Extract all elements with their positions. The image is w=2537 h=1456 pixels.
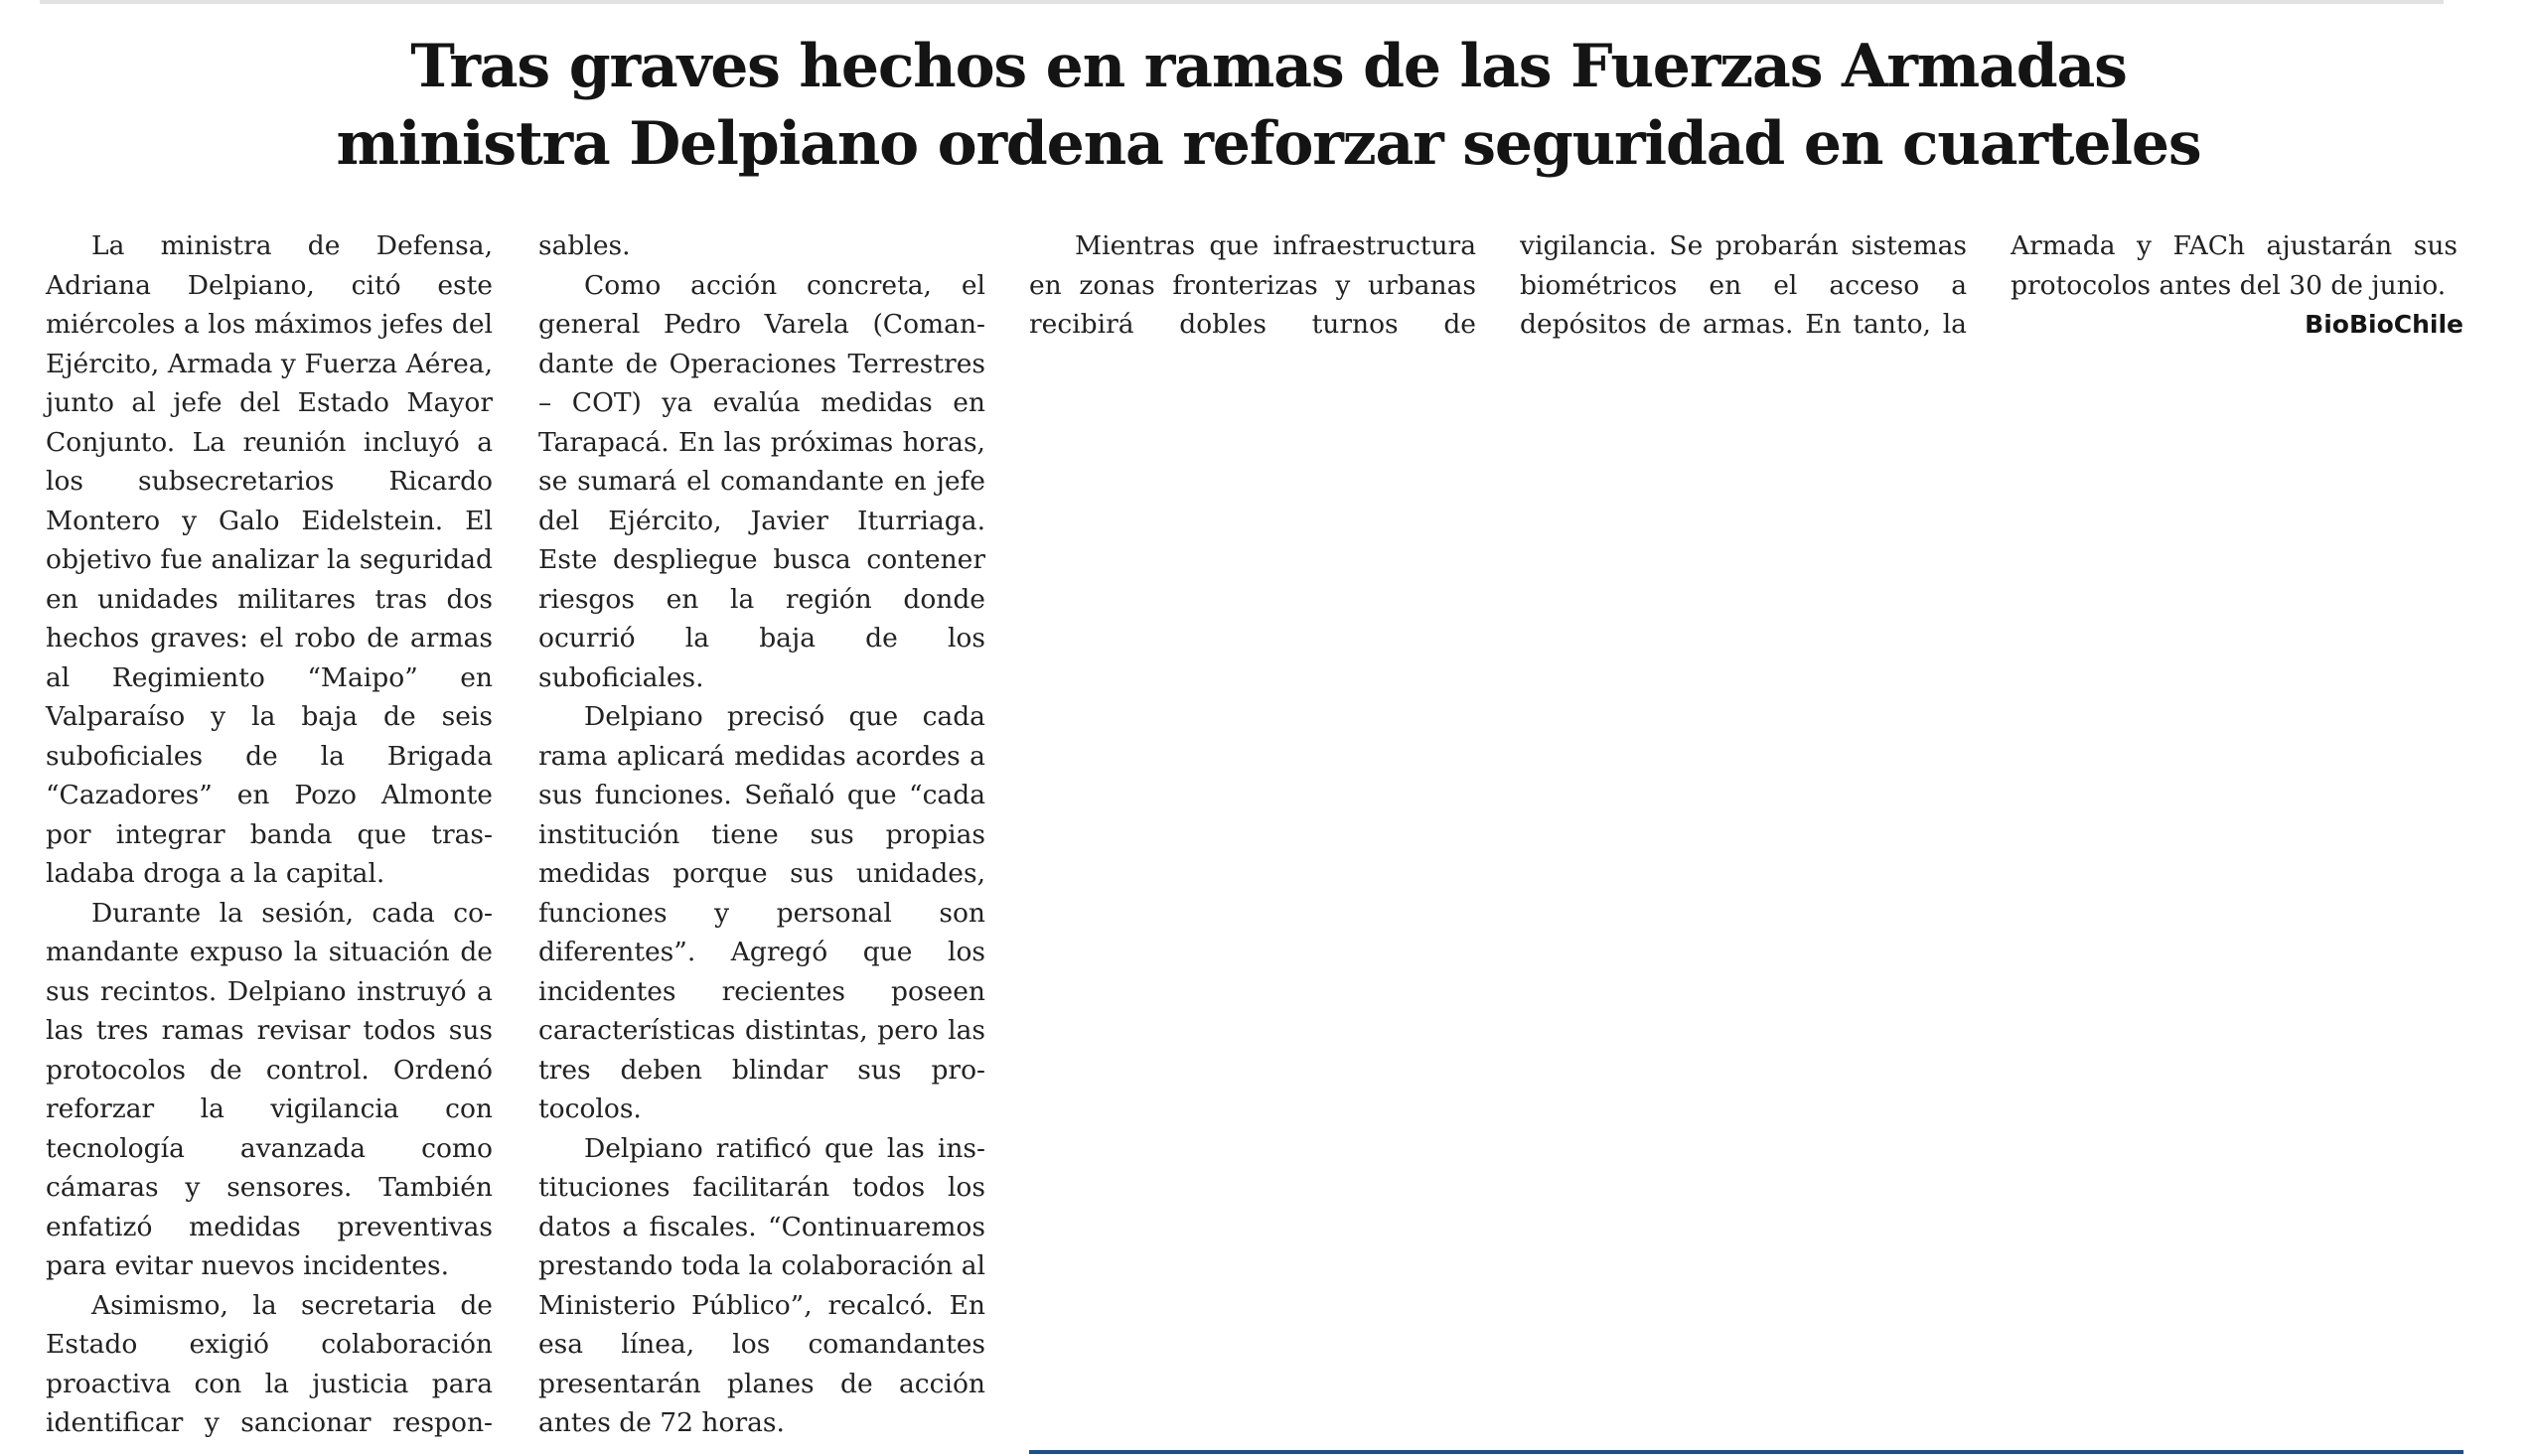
paragraph-1: La ministra de Defensa, Adriana Delpiano, citó este miércoles a los máximos jefes del Ejército, Armada y Fuerza Aérea, junto al jefe del Estado Mayor Conjunto. La reunión incluyó a los subsecretarios Ricardo Montero y Galo Eidelstein. El objetivo fue analizar la seguridad en unidades militares tras dos hechos graves: el robo de armas al Regimiento “Maipo” en Valparaíso y la baja de seis suboficiales de la Brigada “Cazadores” en Pozo Almonte por integrar banda que trasladaba droga a la capital. (46, 230, 493, 889)
paragraph-3-continuation (538, 226, 985, 266)
paragraph-6: Delpiano ratificó que las instituciones facilitarán todos los datos a fiscales. “Continuaremos prestando toda la colaboración al Ministerio Público”, recalcó. En esa línea, los comandantes presentarán planes de acción antes de 72 horas. (538, 1132, 985, 1438)
bottom-divider (1029, 1450, 2463, 1454)
source-credit: BioBioChile (2305, 310, 2463, 339)
paragraph-3-tail: sables. (538, 230, 631, 261)
paragraph-3: Asimismo, la secretaria de Estado exigió colaboración proactiva con la justicia para identificar y sancionar respon (46, 1289, 493, 1438)
article-column-1 (46, 226, 493, 1442)
headline-line-2: ministra Delpiano ordena reforzar seguridad en cuarteles (336, 109, 2201, 179)
article-column-5 (2011, 226, 2463, 345)
paragraph-7-part-3-inner: Armada y FACh ajustarán sus protocolos antes del 30 de junio. (2011, 230, 2458, 301)
top-divider (40, 0, 2444, 4)
paragraph-7-part-2: vigilancia. Se probarán sistemas biométricos en el acceso a depósitos de armas. En tanto, la (1520, 230, 1967, 340)
paragraph-7: Mientras que infraestructura en zonas fronterizas y urbanas recibirá dobles turnos de (1029, 230, 1476, 340)
paragraph-7-part-3 (2011, 226, 2463, 305)
article-column-3 (1029, 226, 1476, 344)
article-column-2 (538, 226, 985, 1443)
paragraph-4: Como acción concreta, el general Pedro Varela (Comandante de Operaciones Terrestres – COT) ya evalúa medidas en Tarapacá. En las próximas horas, se sumará el comandante en jefe del Ejército, Javier Iturriaga. Este despliegue busca contener riesgos en la región donde ocurrió la baja de los suboficiales. (538, 269, 985, 693)
headline (0, 28, 2537, 183)
paragraph-2: Durante la sesión, cada comandante expuso la situación de sus recintos. Delpiano instruyó a las tres ramas revisar todos sus protocolos de control. Ordenó reforzar la vigilancia con tecnología avanzada como cámaras y sensores. También enfatizó medidas preventivas para evitar nuevos incidentes. (46, 897, 493, 1281)
paragraph-5: Delpiano precisó que cada rama aplicará medidas acordes a sus funciones. Señaló que “cada institución tiene sus propias medidas porque sus unidades, funciones y personal son diferentes”. Agregó que los incidentes recientes poseen características distintas, pero las tres deben blindar sus protocolos. (538, 701, 985, 1124)
article-column-4 (1520, 226, 1967, 344)
headline-line-1: Tras graves hechos en ramas de las Fuerzas Armadas (410, 32, 2127, 101)
